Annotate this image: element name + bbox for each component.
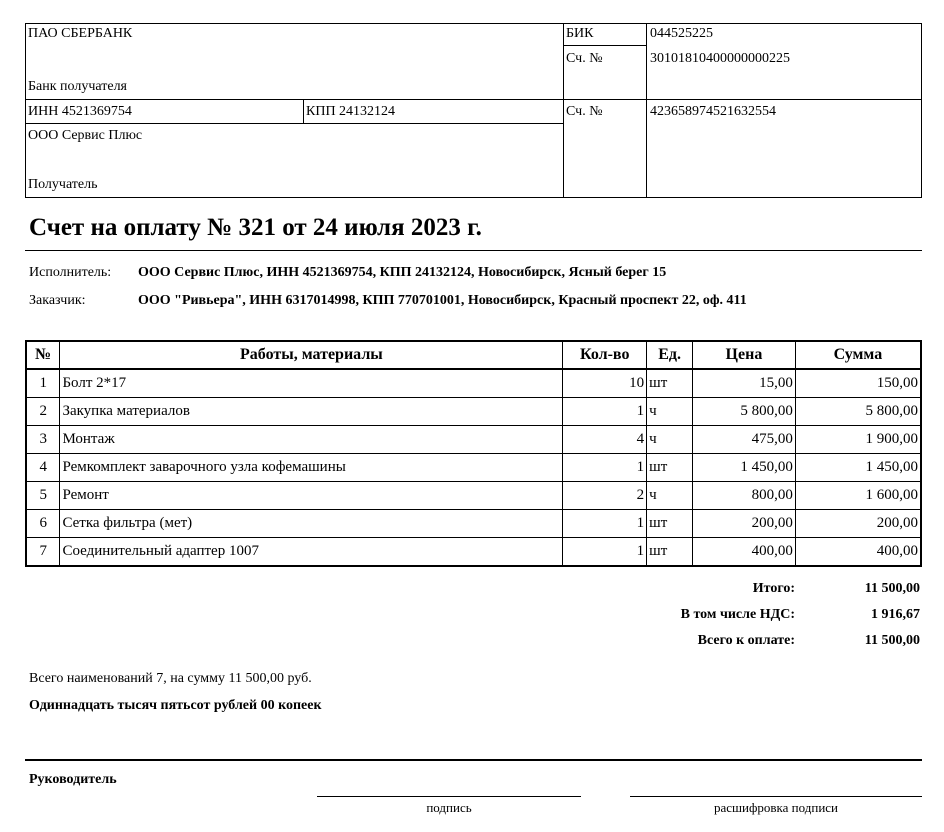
row-name: Закупка материалов (60, 398, 563, 426)
signature-decode-caption: расшифровка подписи (713, 800, 839, 815)
row-qty: 1 (563, 398, 647, 426)
row-price: 800,00 (693, 482, 796, 510)
row-num: 4 (26, 454, 60, 482)
kpp-field: КПП 24132124 (306, 104, 396, 119)
recipient-name: ООО Сервис Плюс (28, 128, 143, 143)
header-works: Работы, материалы (60, 341, 563, 369)
signatory-role: Руководитель (29, 772, 117, 787)
row-price: 5 800,00 (693, 398, 796, 426)
table-row (26, 482, 921, 510)
table-row (26, 426, 921, 454)
row-num: 5 (26, 482, 60, 510)
row-qty: 1 (563, 510, 647, 538)
header-unit: Ед. (647, 341, 693, 369)
vat-value: 1 916,67 (871, 607, 920, 622)
row-name: Болт 2*17 (60, 369, 563, 398)
row-price: 200,00 (693, 510, 796, 538)
header-price: Цена (693, 341, 796, 369)
customer-label: Заказчик: (29, 293, 86, 308)
row-name: Соединительный адаптер 1007 (60, 538, 563, 567)
row-name: Ремкомплект заварочного узла кофемашины (60, 454, 563, 482)
row-sum: 1 450,00 (795, 454, 921, 482)
items-table (25, 340, 922, 567)
due-value: 11 500,00 (864, 633, 920, 648)
row-qty: 10 (563, 369, 647, 398)
row-unit: шт (647, 510, 693, 538)
recipient-label: Получатель (28, 177, 98, 192)
row-qty: 1 (563, 538, 647, 567)
row-sum: 5 800,00 (795, 398, 921, 426)
table-row (26, 510, 921, 538)
due-label: Всего к оплате: (697, 633, 795, 648)
vat-label: В том числе НДС: (680, 607, 795, 622)
row-unit: шт (647, 454, 693, 482)
invoice-title: Счет на оплату № 321 от 24 июля 2023 г. (29, 214, 482, 241)
box-divider-v2b (646, 45, 647, 99)
row-unit: ч (647, 426, 693, 454)
total-label: Итого: (752, 581, 795, 596)
box-divider-v1 (563, 23, 564, 198)
items-count-summary: Всего наименований 7, на сумму 11 500,00 руб. (29, 671, 312, 686)
customer-value: ООО "Ривьера", ИНН 6317014998, КПП 770701001, Новосибирск, Красный проспект 22, оф. 411 (138, 293, 747, 308)
box-divider-inn-kpp (303, 99, 304, 124)
bik-label: БИК (566, 26, 594, 41)
bank-details-box (25, 23, 922, 198)
box-divider-bik (563, 45, 647, 46)
bank-name: ПАО СБЕРБАНК (28, 26, 133, 41)
row-unit: шт (647, 369, 693, 398)
box-divider-h2 (25, 123, 564, 124)
row-qty: 4 (563, 426, 647, 454)
signature-separator (25, 759, 922, 761)
signature-caption: подпись (426, 800, 472, 815)
row-sum: 200,00 (795, 510, 921, 538)
row-num: 1 (26, 369, 60, 398)
row-unit: ч (647, 398, 693, 426)
amount-in-words: Одиннадцать тысяч пятьсот рублей 00 копеек (29, 698, 322, 713)
table-row (26, 398, 921, 426)
box-border-right (921, 23, 922, 198)
row-sum: 400,00 (795, 538, 921, 567)
total-value: 11 500,00 (864, 581, 920, 596)
signature-decode-line (630, 796, 922, 797)
row-num: 7 (26, 538, 60, 567)
corr-account-label: Сч. № (566, 51, 603, 66)
row-price: 1 450,00 (693, 454, 796, 482)
row-price: 400,00 (693, 538, 796, 567)
header-num: № (26, 341, 60, 369)
corr-account-value: 30101810400000000225 (650, 51, 790, 66)
signature-line (317, 796, 581, 797)
row-num: 3 (26, 426, 60, 454)
box-border-bottom (25, 197, 922, 198)
row-name: Ремонт (60, 482, 563, 510)
account-value: 423658974521632554 (650, 104, 776, 119)
row-unit: ч (647, 482, 693, 510)
inn-field: ИНН 4521369754 (28, 104, 132, 119)
executor-label: Исполнитель: (29, 265, 112, 280)
row-sum: 150,00 (795, 369, 921, 398)
row-qty: 1 (563, 454, 647, 482)
header-sum: Сумма (795, 341, 921, 369)
row-qty: 2 (563, 482, 647, 510)
account-label: Сч. № (566, 104, 603, 119)
row-unit: шт (647, 538, 693, 567)
box-divider-h1 (25, 99, 922, 100)
row-sum: 1 900,00 (795, 426, 921, 454)
row-name: Монтаж (60, 426, 563, 454)
row-price: 475,00 (693, 426, 796, 454)
table-row (26, 454, 921, 482)
bik-value: 044525225 (650, 26, 713, 41)
box-border-top (25, 23, 922, 24)
header-qty: Кол-во (563, 341, 647, 369)
executor-value: ООО Сервис Плюс, ИНН 4521369754, КПП 24132124, Новосибирск, Ясный берег 15 (138, 265, 667, 280)
row-num: 6 (26, 510, 60, 538)
row-price: 15,00 (693, 369, 796, 398)
row-sum: 1 600,00 (795, 482, 921, 510)
box-border-left (25, 23, 26, 198)
title-underline (25, 250, 922, 251)
table-header-row (26, 341, 921, 369)
table-row (26, 369, 921, 398)
table-row (26, 538, 921, 567)
row-num: 2 (26, 398, 60, 426)
row-name: Сетка фильтра (мет) (60, 510, 563, 538)
recipient-bank-label: Банк получателя (28, 79, 127, 94)
